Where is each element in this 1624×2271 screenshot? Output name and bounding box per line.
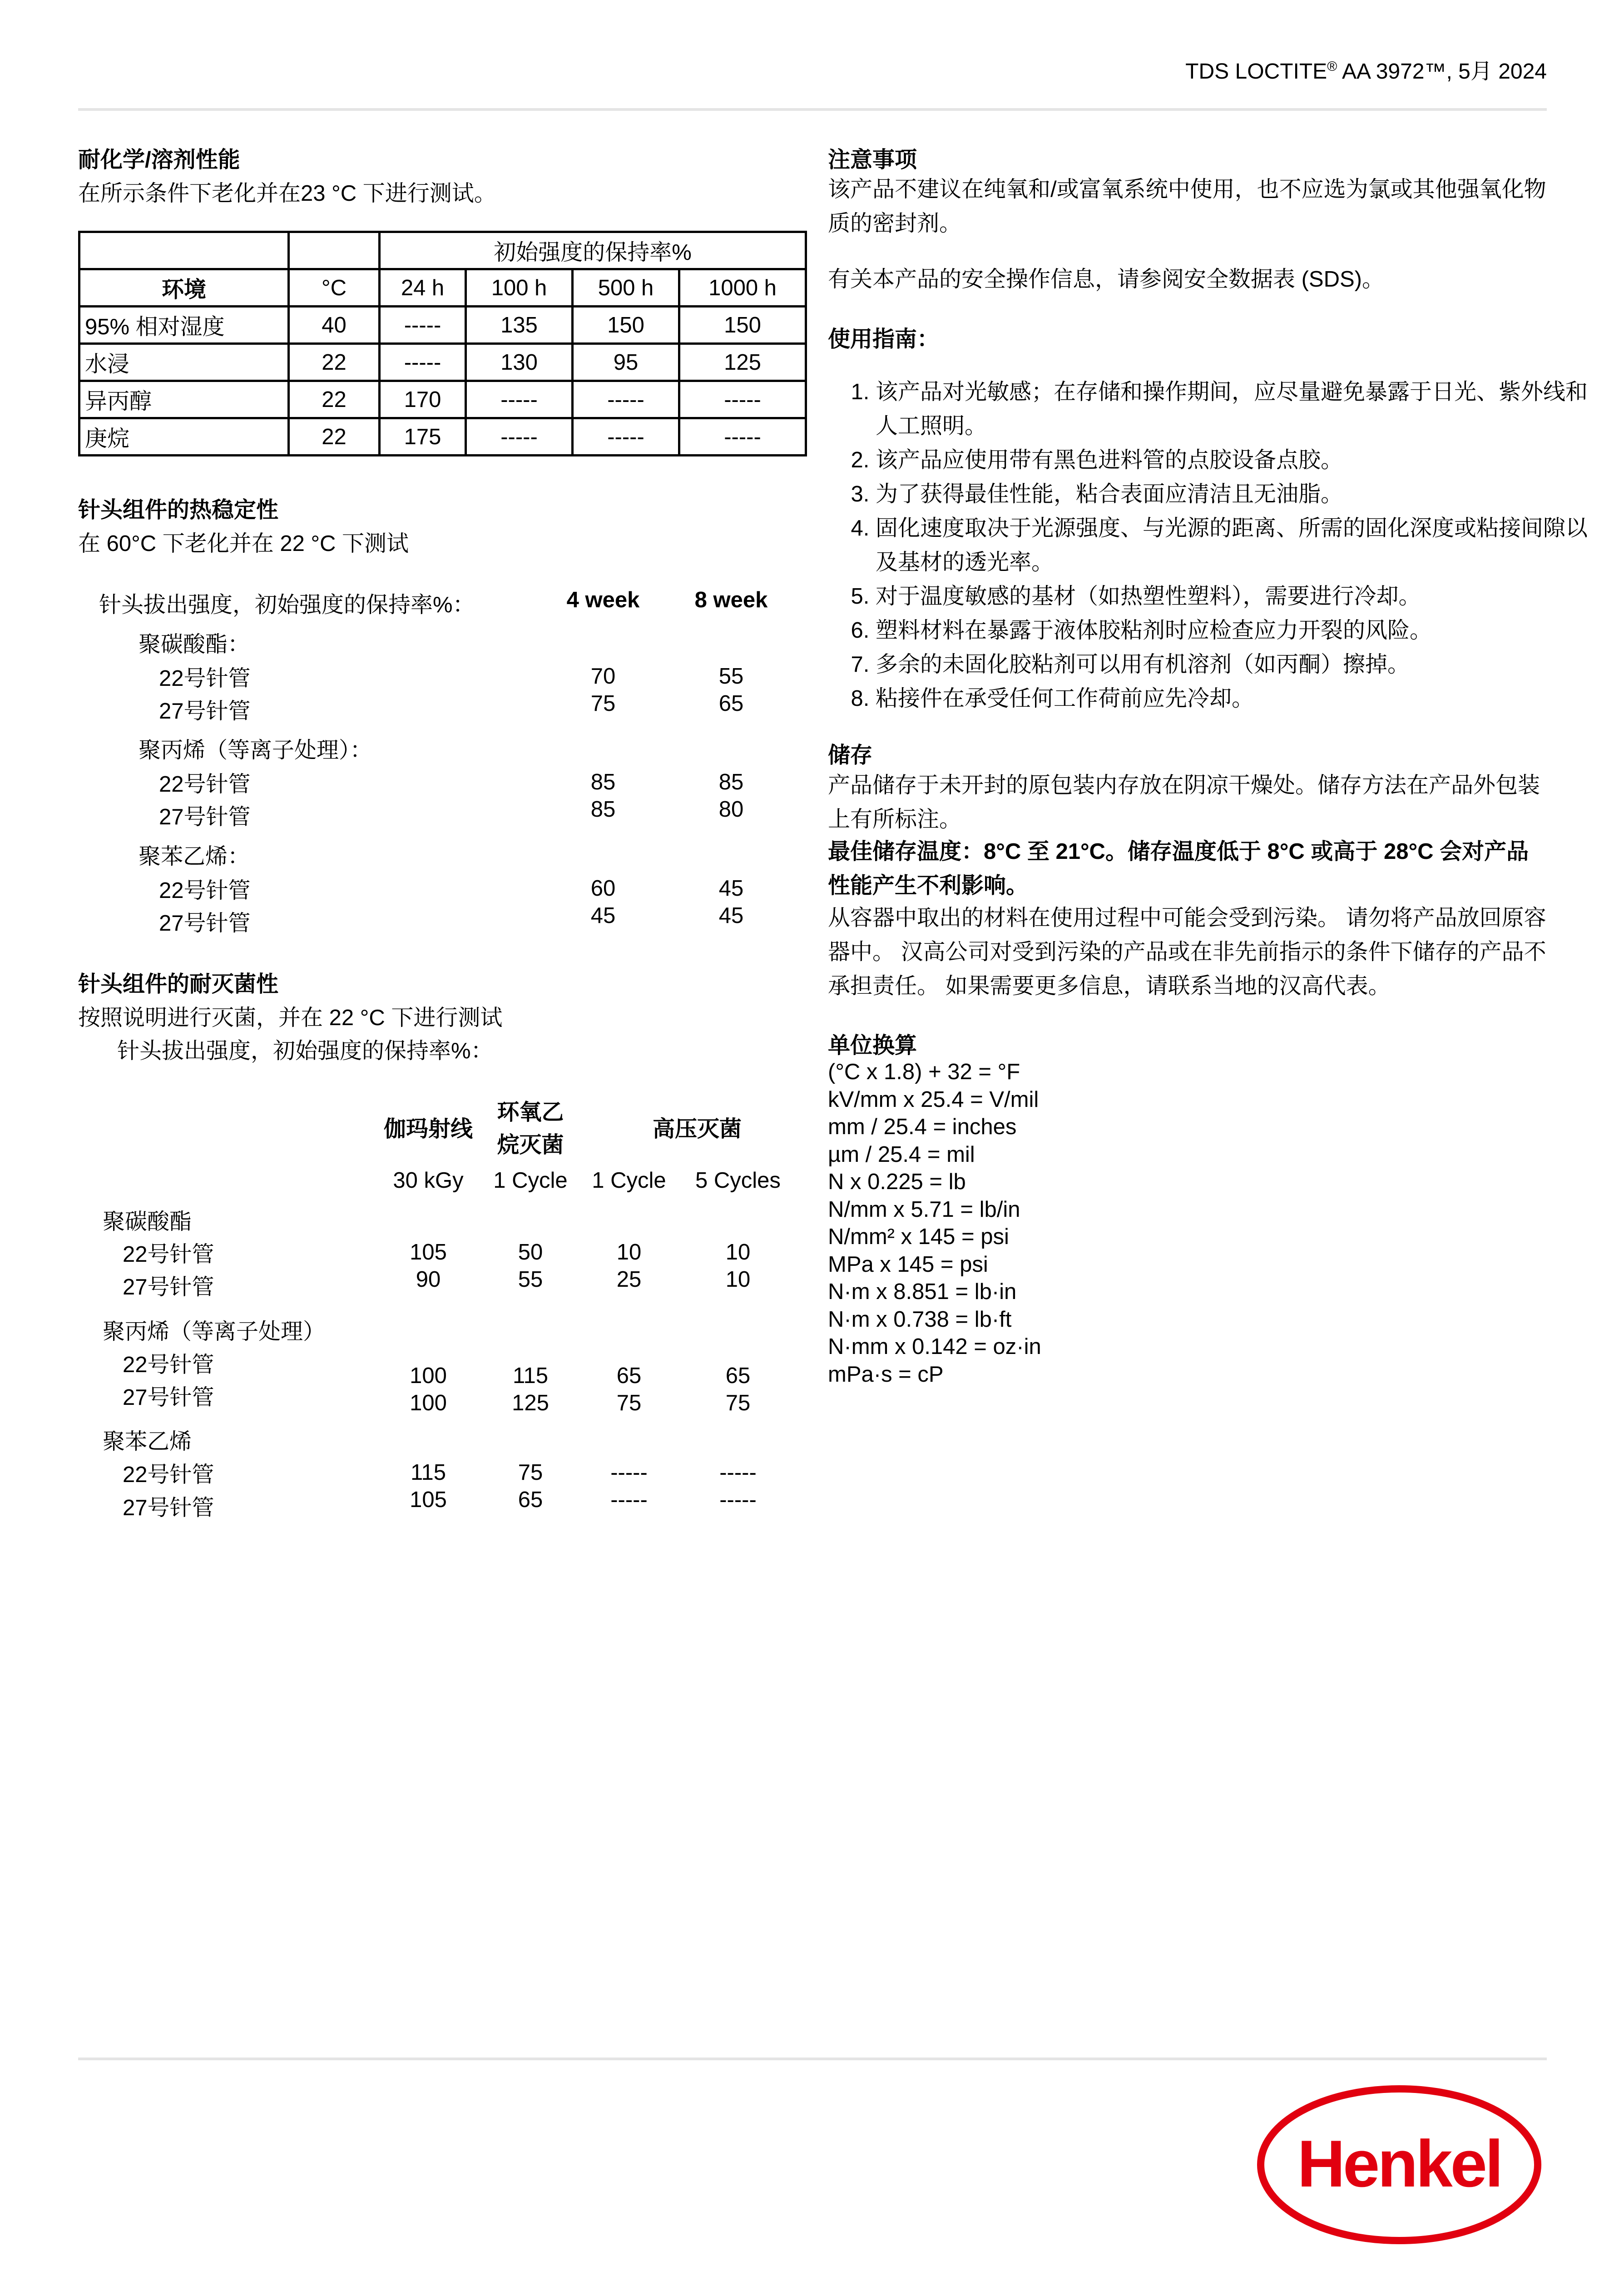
unit-line: N/mm x 5.71 = lb/in bbox=[828, 1197, 1020, 1222]
list-item: 5. 对于温度敏感的基材（如热塑性塑料），需要进行冷却。 bbox=[876, 580, 1594, 614]
unit-line: N·m x 0.738 = lb·ft bbox=[828, 1307, 1012, 1332]
list-item: 1. 该产品对光敏感；在存储和操作期间，应尽量避免暴露于日光、紫外线和人工照明。 bbox=[876, 375, 1594, 443]
unit-line: mPa·s = cP bbox=[828, 1362, 944, 1387]
heat-row-label: 27号针管 bbox=[159, 911, 251, 936]
steril-group-label: 聚丙烯（等离子处理） bbox=[103, 1319, 326, 1344]
col-header-1000h: 1000 h bbox=[679, 269, 806, 307]
chemical-resistance-table bbox=[78, 231, 807, 456]
steril-group-label: 聚苯乙烯 bbox=[103, 1429, 192, 1454]
henkel-logo bbox=[1256, 2084, 1543, 2246]
steril-col-gamma: 伽玛射线 bbox=[383, 1117, 473, 1141]
units-list bbox=[828, 1058, 1041, 1388]
heat-row-label: 27号针管 bbox=[159, 805, 251, 829]
list-item: 8. 粘接件在承受任何工作荷前应先冷却。 bbox=[876, 682, 1594, 716]
heat-col-4week: 4 week bbox=[566, 588, 640, 612]
storage-paragraph-2: 最佳储存温度：8°C 至 21°C。储存温度低于 8°C 或高于 28°C 会对产品性能产生不利影响。 bbox=[828, 839, 1529, 898]
heat-pullout-label: 针头拔出强度，初始强度的保持率%： bbox=[99, 593, 475, 617]
steril-col-eto-line1: 环氧乙 bbox=[497, 1100, 564, 1125]
steril-group-label: 聚碳酸酯 bbox=[103, 1210, 192, 1234]
unit-line: N·mm x 0.142 = oz·in bbox=[828, 1334, 1041, 1359]
heat-group-label: 聚丙烯（等离子处理）： bbox=[139, 738, 372, 763]
col-header-env: 环境 bbox=[79, 269, 289, 307]
unit-line: µm / 25.4 = mil bbox=[828, 1142, 975, 1167]
table-group-header-row bbox=[79, 232, 806, 269]
steril-pullout-label: 针头拔出强度，初始强度的保持率%： bbox=[117, 1039, 493, 1063]
heat-row-label: 22号针管 bbox=[159, 772, 251, 797]
storage-title: 储存 bbox=[828, 743, 873, 768]
table-header-row bbox=[79, 269, 806, 307]
steril-col-eto-line2: 烷灭菌 bbox=[497, 1133, 564, 1157]
unit-line: mm / 25.4 = inches bbox=[828, 1115, 1017, 1139]
svg-text:Henkel: Henkel bbox=[1297, 2127, 1501, 2201]
notes-paragraph-1: 该产品不建议在纯氧和/或富氧系统中使用，也不应选为氯或其他强氧化物质的密封剂。 bbox=[828, 177, 1546, 236]
table-row: 异丙醇 22 170 ----- ----- ----- bbox=[79, 381, 806, 418]
heat-section-intro: 在 60°C 下老化并在 22 °C 下测试 bbox=[78, 531, 409, 556]
steril-row-label: 22号针管 bbox=[123, 1242, 214, 1267]
notes-paragraph-2: 有关本产品的安全操作信息，请参阅安全数据表 (SDS)。 bbox=[828, 267, 1385, 292]
heat-section-title: 针头组件的热稳定性 bbox=[78, 498, 279, 522]
steril-row-label: 27号针管 bbox=[123, 1496, 214, 1520]
heat-row-label: 22号针管 bbox=[159, 666, 251, 691]
heat-group-label: 聚碳酸酯： bbox=[139, 632, 250, 657]
heat-row-label: 22号针管 bbox=[159, 878, 251, 903]
table-group-header: 初始强度的保持率% bbox=[380, 232, 806, 269]
steril-row-label: 22号针管 bbox=[123, 1463, 214, 1487]
steril-section-intro: 按照说明进行灭菌，并在 22 °C 下进行测试 bbox=[78, 1006, 503, 1030]
steril-section-title: 针头组件的耐灭菌性 bbox=[78, 972, 279, 997]
list-item: 7. 多余的未固化胶粘剂可以用有机溶剂（如丙酮）擦掉。 bbox=[876, 648, 1594, 682]
heat-group-label: 聚苯乙烯： bbox=[139, 844, 250, 869]
table-row: 庚烷 22 175 ----- ----- ----- bbox=[79, 418, 806, 456]
table-row: 95% 相对湿度 40 ----- 135 150 150 bbox=[79, 307, 806, 344]
unit-line: MPa x 145 = psi bbox=[828, 1252, 988, 1277]
steril-col-autoclave: 高压灭菌 bbox=[652, 1117, 742, 1141]
storage-paragraph-3: 从容器中取出的材料在使用过程中可能会受到污染。 请勿将产品放回原容器中。 汉高公司对受到污染的产品或在非先前指示的条件下储存的产品不承担责任。 如果需要更多信息，请联系当地的汉高代表。 bbox=[828, 906, 1546, 998]
units-title: 单位换算 bbox=[828, 1033, 917, 1058]
heat-col-8week: 8 week bbox=[694, 588, 768, 612]
unit-line: kV/mm x 25.4 = V/mil bbox=[828, 1087, 1039, 1112]
list-item: 4. 固化速度取决于光源强度、与光源的距离、所需的固化深度或粘接间隙以及基材的透光率。 bbox=[876, 511, 1594, 580]
list-item: 6. 塑料材料在暴露于液体胶粘剂时应检查应力开裂的风险。 bbox=[876, 614, 1594, 648]
table-row: 水浸 22 ----- 130 95 125 bbox=[79, 344, 806, 381]
col-header-500h: 500 h bbox=[573, 269, 679, 307]
chem-section-intro: 在所示条件下老化并在23 °C 下进行测试。 bbox=[78, 181, 496, 206]
unit-line: N·m x 8.851 = lb·in bbox=[828, 1279, 1017, 1304]
col-header-100h: 100 h bbox=[466, 269, 573, 307]
guide-title: 使用指南： bbox=[828, 327, 940, 352]
top-divider bbox=[78, 108, 1547, 111]
chem-section-title: 耐化学/溶剂性能 bbox=[78, 148, 240, 172]
unit-line: (°C x 1.8) + 32 = °F bbox=[828, 1060, 1020, 1084]
col-header-24h: 24 h bbox=[380, 269, 466, 307]
list-item: 2. 该产品应使用带有黑色进料管的点胶设备点胶。 bbox=[876, 443, 1594, 477]
heat-row-label: 27号针管 bbox=[159, 699, 251, 724]
steril-row-label: 22号针管 bbox=[123, 1353, 214, 1377]
unit-line: N x 0.225 = lb bbox=[828, 1170, 966, 1194]
bottom-divider bbox=[78, 2058, 1547, 2060]
storage-paragraph-1: 产品储存于未开封的原包装内存放在阴凉干燥处。储存方法在产品外包装上有所标注。 bbox=[828, 773, 1540, 832]
list-item: 3. 为了获得最佳性能，粘合表面应清洁且无油脂。 bbox=[876, 477, 1594, 511]
col-header-temp: °C bbox=[289, 269, 380, 307]
document-header: TDS LOCTITE® AA 3972™, 5月 2024 bbox=[1185, 59, 1547, 84]
steril-row-label: 27号针管 bbox=[123, 1275, 214, 1299]
notes-title: 注意事项 bbox=[828, 148, 917, 172]
unit-line: N/mm² x 145 = psi bbox=[828, 1225, 1009, 1249]
steril-row-label: 27号针管 bbox=[123, 1385, 214, 1410]
usage-guide-list bbox=[828, 375, 1594, 716]
